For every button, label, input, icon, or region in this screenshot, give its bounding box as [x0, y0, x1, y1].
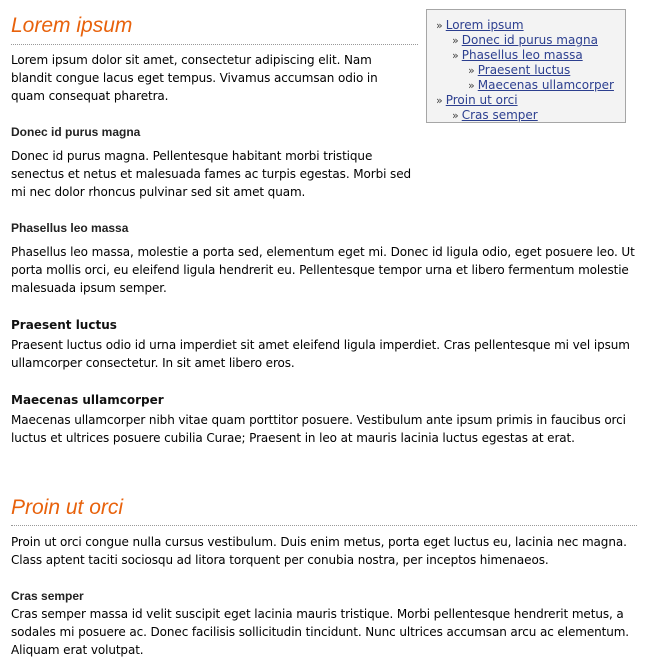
section-intro: Lorem ipsum dolor sit amet, consectetur adipiscing elit. Nam blandit congue lacus eget tempus. Vivamus accumsan odio in quam consequat pharetra.	[11, 53, 378, 103]
section-title-lorem-ipsum: Lorem ipsum	[11, 14, 133, 37]
toc-item-donec	[436, 33, 625, 48]
toc-link[interactable]: Lorem ipsum	[445, 18, 524, 32]
subsection-text-cras: Cras semper massa id velit suscipit eget lacinia mauris tristique. Morbi pellentesque hendrerit metus, a sodales mi posuere ac. Donec facilisis sollicitudin tincidunt. Nunc ultrices accumsan arcu ac elementum. Aliquam erat volutpat.	[11, 607, 630, 657]
toc-item-cras	[436, 108, 625, 123]
raquo-icon: »	[436, 19, 443, 32]
subsection-title-cras: Cras semper	[11, 589, 84, 603]
subsection-title-phasellus: Phasellus leo massa	[11, 221, 129, 235]
subsection-title-donec: Donec id purus magna	[11, 125, 141, 139]
subsection-text-phasellus: Phasellus leo massa, molestie a porta sed, elementum eget mi. Donec id ligula odio, eget posuere leo. Ut porta mollis orci, eu eleifend ligula hendrerit eu. Pellentesque tempor urna et libero fermentum molestie malesuada ipsum semper.	[11, 245, 635, 295]
toc-link[interactable]: Praesent luctus	[477, 63, 571, 77]
table-of-contents	[426, 9, 626, 123]
subsection-text-praesent: Praesent luctus odio id urna imperdiet sit amet eleifend ligula imperdiet. Cras pellentesque mi vel ipsum ullamcorper consectetur. In sit amet libero eros.	[11, 338, 630, 370]
toc-link[interactable]: Proin ut orci	[445, 93, 518, 107]
section-title-proin: Proin ut orci	[11, 496, 124, 519]
toc-item-lorem-ipsum	[436, 18, 625, 33]
section-divider	[11, 44, 418, 45]
toc-link[interactable]: Maecenas ullamcorper	[477, 78, 614, 92]
toc-item-proin	[436, 93, 625, 108]
toc-link[interactable]: Phasellus leo massa	[461, 48, 583, 62]
toc-item-praesent	[436, 63, 625, 78]
raquo-icon: »	[452, 109, 459, 122]
section-divider	[11, 525, 637, 526]
raquo-icon: »	[452, 34, 459, 47]
raquo-icon: »	[468, 64, 475, 77]
toc-item-phasellus	[436, 48, 625, 63]
raquo-icon: »	[468, 79, 475, 92]
subsection-text-donec: Donec id purus magna. Pellentesque habitant morbi tristique senectus et netus et malesuada fames ac turpis egestas. Morbi sed mi nec dolor rhoncus pulvinar sed sit amet quam.	[11, 149, 411, 199]
subsection-text-maecenas: Maecenas ullamcorper nibh vitae quam porttitor posuere. Vestibulum ante ipsum primis in faucibus orci luctus et ultrices posuere cubilia Curae; Praesent in leo at mauris lacinia luctus egestas at erat.	[11, 413, 626, 445]
toc-link[interactable]: Cras semper	[461, 108, 538, 122]
toc-item-maecenas	[436, 78, 625, 93]
raquo-icon: »	[452, 49, 459, 62]
toc-link[interactable]: Donec id purus magna	[461, 33, 598, 47]
subsection-title-maecenas: Maecenas ullamcorper	[11, 393, 164, 407]
raquo-icon: »	[436, 94, 443, 107]
subsection-title-praesent: Praesent luctus	[11, 318, 117, 332]
section-intro: Proin ut orci congue nulla cursus vestibulum. Duis enim metus, porta eget luctus eu, lacinia nec magna. Class aptent taciti sociosqu ad litora torquent per conubia nostra, per inceptos himenaeos.	[11, 535, 627, 567]
